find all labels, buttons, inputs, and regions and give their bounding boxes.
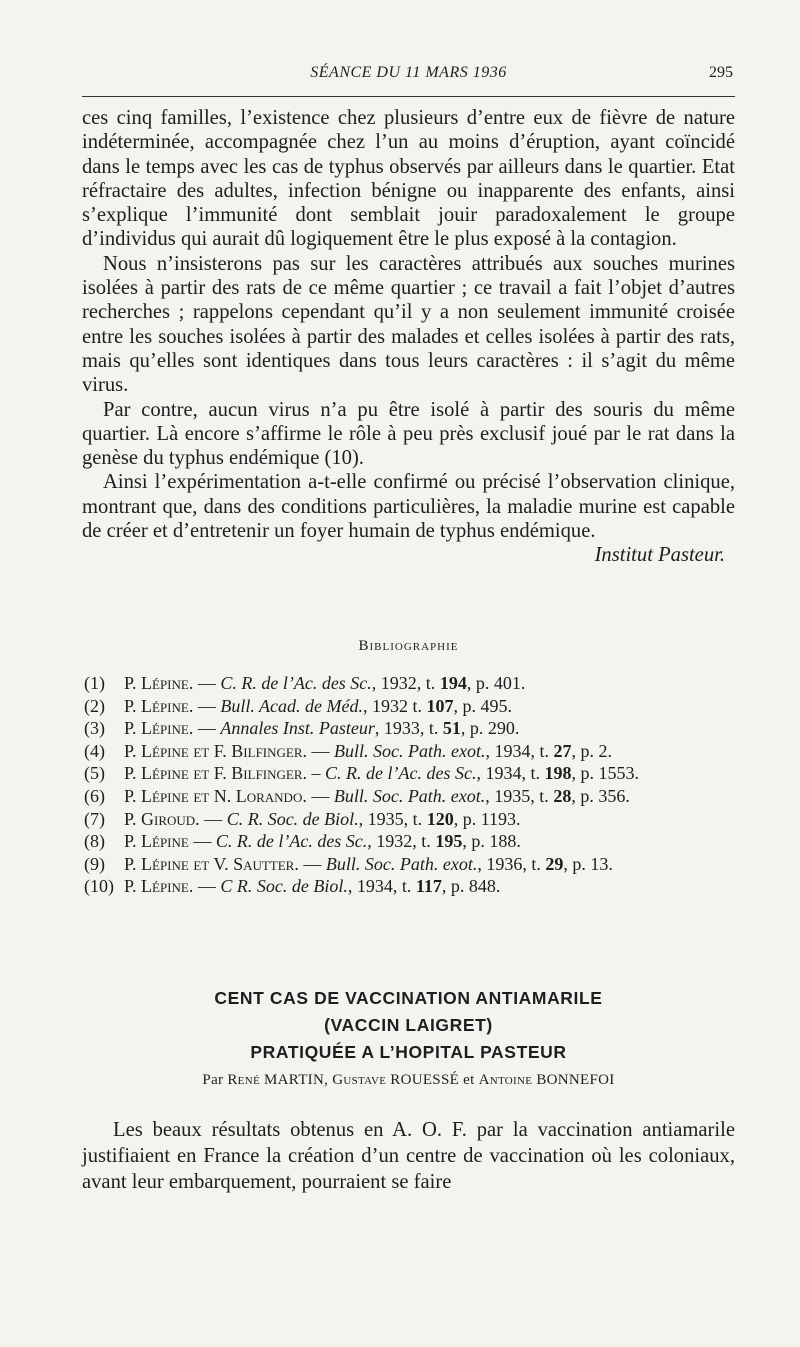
bibliography-list <box>84 672 737 898</box>
author3-first: Antoine <box>478 1072 533 1088</box>
bib-volume: 117 <box>415 876 442 897</box>
bib-entry <box>84 762 737 785</box>
bib-number: (3) <box>84 718 105 739</box>
institution-signature: Institut Pasteur. <box>594 544 725 567</box>
author2-first: Gustave <box>332 1072 387 1088</box>
bib-entry <box>84 695 737 718</box>
bib-year: , 1932, t. <box>367 831 436 852</box>
bib-journal: Bull. Soc. Path. exot. <box>333 785 486 806</box>
bib-pages: , p. 1553. <box>571 763 639 784</box>
bib-pages: , p. 495. <box>453 695 512 716</box>
bib-sep: — <box>193 695 221 716</box>
bibliography-heading: Bibliographie <box>358 638 459 654</box>
bib-pages: , p. 290. <box>460 718 520 739</box>
bib-volume: 107 <box>426 695 454 716</box>
bib-pages: , p. 13. <box>563 853 613 874</box>
article-body <box>82 1117 735 1195</box>
header-rule <box>82 96 735 97</box>
bib-pages: , p. 188. <box>462 831 521 852</box>
bib-volume: 27 <box>553 740 572 761</box>
bib-author: P. Lépine et N. Lorando. <box>124 785 307 806</box>
bib-sep: — <box>199 808 227 829</box>
bib-volume: 195 <box>435 831 463 852</box>
bib-sep: — <box>306 785 334 806</box>
bib-author: P. Lépine et V. Sautter. <box>124 853 299 874</box>
bib-year: , 1934, t. <box>347 876 416 897</box>
author2-last: ROUESSÉ <box>386 1072 460 1088</box>
bib-entry <box>84 740 737 763</box>
bib-number: (4) <box>84 740 105 761</box>
bib-journal: Bull. Soc. Path. exot. <box>334 740 486 761</box>
article-continuation <box>82 106 735 567</box>
bib-sep: — <box>193 876 221 897</box>
bib-number: (5) <box>84 763 105 784</box>
paragraph-3: Par contre, aucun virus n’a pu être isolé à partir des souris du même quartier. Là encore s’affirme le rôle à peu près exclusif joué par le rat dans la genèse du typhus endémique (10). <box>82 398 735 470</box>
bib-journal: C. R. Soc. de Biol. <box>226 808 359 829</box>
bib-journal: Bull. Soc. Path. exot. <box>325 853 478 874</box>
bib-sep: — <box>307 740 335 761</box>
bib-year: , 1933, t. <box>374 718 443 739</box>
bib-entry <box>84 717 737 740</box>
bib-year: , 1934, t. <box>485 740 554 761</box>
bib-author: P. Lépine. <box>124 876 194 897</box>
bib-journal: Annales Inst. Pasteur <box>220 718 375 739</box>
author1-first: René <box>227 1072 260 1088</box>
bib-author: P. Lépine et F. Bilfinger. <box>124 763 308 784</box>
bib-number: (1) <box>84 673 105 693</box>
bib-number: (9) <box>84 853 105 874</box>
bib-year: , 1934, t. <box>476 763 545 784</box>
bib-pages: , p. 356. <box>571 785 630 806</box>
bib-author: P. Lépine. <box>124 673 194 693</box>
bib-entry <box>84 830 737 853</box>
bib-journal: Bull. Acad. de Méd. <box>220 695 363 716</box>
bib-journal: C. R. de l’Ac. des Sc. <box>220 673 372 693</box>
bib-author: P. Lépine <box>124 831 189 852</box>
running-head <box>82 62 735 88</box>
byline-prefix: Par <box>202 1072 228 1088</box>
bib-volume: 28 <box>553 785 572 806</box>
bib-entry <box>84 853 737 876</box>
byline-and: et <box>459 1072 479 1088</box>
article-paragraph-1: Les beaux résultats obtenus en A. O. F. par la vaccination antiamarile justifiaient en France la création d’un centre de vaccination où les coloniaux, avant leur embarquement, pourraient se faire <box>82 1119 735 1193</box>
bib-volume: 29 <box>545 853 564 874</box>
bib-pages: , p. 848. <box>441 876 501 897</box>
bib-author: P. Lépine. <box>124 695 194 716</box>
bib-author: P. Lépine et F. Bilfinger. <box>124 740 308 761</box>
bib-sep: — <box>193 673 221 693</box>
bib-sep: — <box>193 718 221 739</box>
bib-number: (7) <box>84 808 105 829</box>
bib-entry <box>84 875 737 898</box>
paragraph-1: ces cinq familles, l’existence chez plusieurs d’entre eux de fièvre de nature indéterminée, accompagnée chez l’un au moins d’éruption, ayant coïncidé dans le temps avec les cas de typhus observés par ailleurs dans le quartier. Etat réfractaire des adultes, infection bénigne ou inapparente des enfants, ainsi s’explique l’immunité dont semblait jouir paradoxalement le groupe d’individus qui aurait dû logiquement être le plus exposé à la contagion. <box>82 107 735 251</box>
article-byline <box>82 1072 735 1089</box>
bib-journal: C. R. de l’Ac. des Sc. <box>325 763 477 784</box>
bib-sep: — <box>188 831 216 852</box>
bib-year: , 1932, t. <box>371 673 440 693</box>
page-number: 295 <box>709 64 733 81</box>
bib-number: (6) <box>84 785 105 806</box>
title-line-3: PRATIQUÉE A L’HOPITAL PASTEUR <box>250 1042 567 1062</box>
bib-journal: C R. Soc. de Biol. <box>220 876 348 897</box>
bib-sep: – <box>307 763 326 784</box>
bib-year: , 1936, t. <box>477 853 546 874</box>
bib-number: (2) <box>84 695 105 716</box>
bib-pages: , p. 401. <box>466 673 526 693</box>
bib-volume: 194 <box>439 673 467 693</box>
bib-volume: 198 <box>544 763 572 784</box>
paragraph-4: Ainsi l’expérimentation a-t-elle confirmé ou précisé l’observation clinique, montrant que, dans des conditions particulières, la maladie murine est capable de créer et d’entretenir un foyer humain de typhus endémique. <box>82 471 735 543</box>
bib-author: P. Lépine. <box>124 718 194 739</box>
bib-entry <box>84 785 737 808</box>
bib-year: , 1935, t. <box>358 808 427 829</box>
bib-entry <box>84 808 737 831</box>
bib-volume: 51 <box>442 718 461 739</box>
bib-sep: — <box>298 853 326 874</box>
article-title <box>82 985 735 1066</box>
bib-number: (10) <box>84 876 114 897</box>
bib-year: , 1932 t. <box>362 695 427 716</box>
bib-author: P. Giroud. <box>124 808 200 829</box>
bib-journal: C. R. de l’Ac. des Sc. <box>215 831 368 852</box>
bib-pages: , p. 1193. <box>453 808 521 829</box>
bib-number: (8) <box>84 831 105 852</box>
author3-last: BONNEFOI <box>532 1072 615 1088</box>
running-title: SÉANCE DU 11 MARS 1936 <box>310 64 507 81</box>
bib-pages: , p. 2. <box>571 740 612 761</box>
bib-volume: 120 <box>426 808 454 829</box>
bib-entry <box>84 672 737 695</box>
author1-last: MARTIN, <box>259 1072 333 1088</box>
title-line-1: CENT CAS DE VACCINATION ANTIAMARILE <box>214 988 603 1008</box>
paragraph-2: Nous n’insisterons pas sur les caractères attribués aux souches murines isolées à partir des rats de ce même quartier ; ce travail a fait l’objet d’autres recherches ; rappelons cependant qu’il y a non seulement immunité croisée entre les souches isolées à partir des malades et celles isolées à partir des rats, mais qu’elles sont identiques dans tous leurs caractères : il s’agit du même virus. <box>82 252 735 397</box>
bib-year: , 1935, t. <box>485 785 554 806</box>
title-line-2: (VACCIN LAIGRET) <box>324 1015 493 1035</box>
